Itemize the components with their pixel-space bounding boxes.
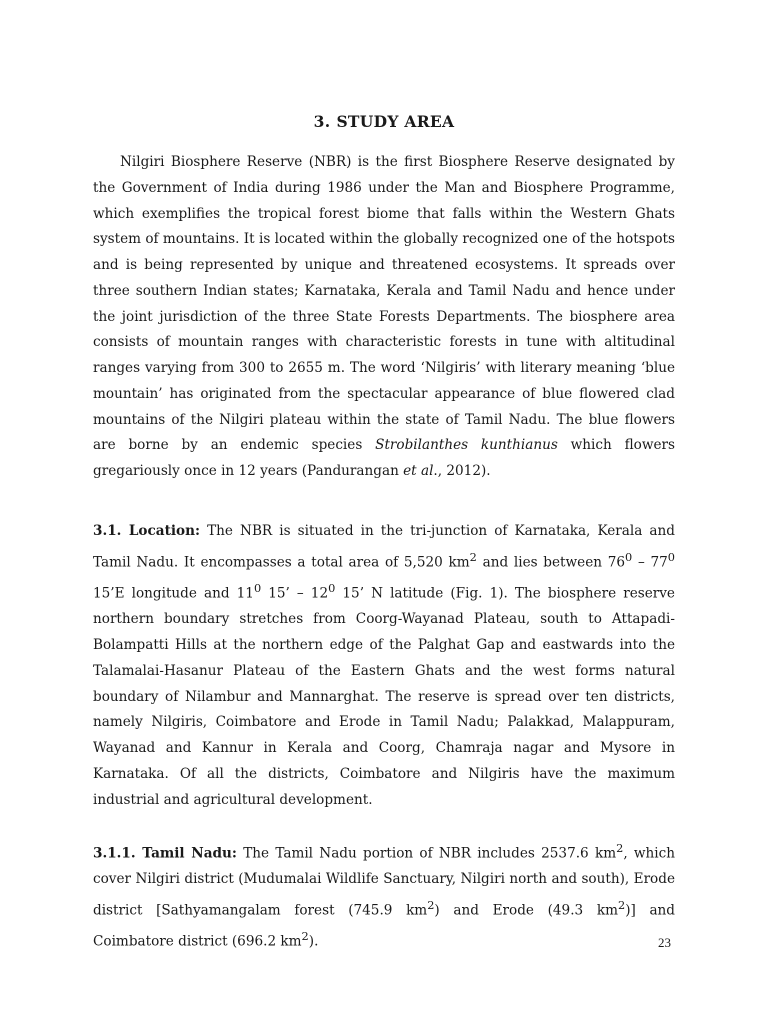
location-text-6: 15’ N latitude (Fig. 1). The biosphere reserve northern boundary stretches from Coorg-Wayanad Plateau, south to Attapadi- Bolampatti Hills at the northern edge of the Palghat Gap and eastwards into the Talamalai-Hasanur Plateau of the Eastern Ghats and the west forms natural boundary of Nilambur and Mannarghat. The reserve is spread over ten districts, namely Nilgiris, Coimbatore and Erode in Tamil Nadu; Palakkad, Malappuram, Wayanad and Kannur in Kerala and Coorg, Chamraja nagar and Mysore in Karnataka. Of all the districts, Coimbatore and Nilgiris have the maximum industrial and agricultural development. (93, 585, 675, 808)
intro-text-a: Nilgiri Biosphere Reserve (NBR) is the first Biosphere Reserve designated by the Government of India during 1986 under the Man and Biosphere Programme, which exemplifies the tropical forest biome that falls within the Western Ghats system of mountains. It is located within the globally recognized one of the hotspots and is being represented by unique and threatened ecosystems. It spreads over three southern Indian states; Karnataka, Kerala and Tamil Nadu and hence under the joint jurisdiction of the three State Forests Departments. The biosphere area consists of mountain ranges with characteristic forests in tune with altitudinal ranges varying from 300 to 2655 m. The word ‘Nilgiris’ with literary meaning ‘blue mountain’ has originated from the spectacular appearance of blue flowered clad mountains of the Nilgiri plateau within the state of Tamil Nadu. The blue flowers are borne by an endemic species (93, 154, 675, 454)
intro-paragraph (93, 150, 675, 485)
tn-sup-1: 2 (616, 841, 624, 855)
location-sup-4: 0 (253, 581, 262, 596)
section-number: 3. (313, 112, 331, 131)
location-sup-1: 2 (469, 549, 477, 564)
location-heading: 3.1. Location: (93, 523, 201, 539)
tn-sup-2: 2 (427, 898, 435, 913)
section-title-text: STUDY AREA (336, 112, 455, 131)
page-number: 23 (658, 935, 671, 950)
tn-text-2: , which cover Nilgiri district (Mudumalai Wildlife Sanctuary, Nilgiri north and south), Erode district [Sathyamangalam forest (745.9 km (93, 845, 676, 919)
location-text-5: 15’ – 12 (261, 585, 329, 602)
location-sup-2: 0 (625, 549, 633, 564)
tn-text-4: )] and Coimbatore district (696.2 km (93, 902, 676, 950)
location-text-4: 15’E longitude and 11 (93, 585, 254, 602)
location-text-2: and lies between 76 (476, 554, 626, 571)
tn-text-1: The Tamil Nadu portion of NBR includes 2537.6 km (236, 845, 617, 862)
intro-text-b: which flowers gregariously once in 12 years (Pandurangan (93, 437, 675, 479)
tamil-nadu-paragraph (93, 836, 675, 956)
location-text-1: The NBR is situated in the tri-junction of Karnataka, Kerala and Tamil Nadu. It encompasses a total area of 5,520 km (93, 523, 675, 571)
section-title (0, 112, 768, 131)
tn-sup-3: 2 (617, 898, 626, 913)
location-text-3: – 77 (632, 554, 668, 571)
intro-text-c: ., 2012). (433, 463, 491, 479)
tn-text-3: ) and Erode (49.3 km (434, 902, 618, 919)
tn-sup-4: 2 (301, 929, 309, 944)
et-al: et al (403, 463, 434, 479)
tn-text-5: ). (308, 933, 319, 950)
tamil-nadu-heading: 3.1.1. Tamil Nadu: (93, 845, 237, 862)
location-sup-3: 0 (667, 549, 675, 564)
location-paragraph (93, 519, 675, 813)
species-name: Strobilanthes kunthianus (375, 437, 558, 454)
location-sup-5: 0 (328, 581, 336, 596)
